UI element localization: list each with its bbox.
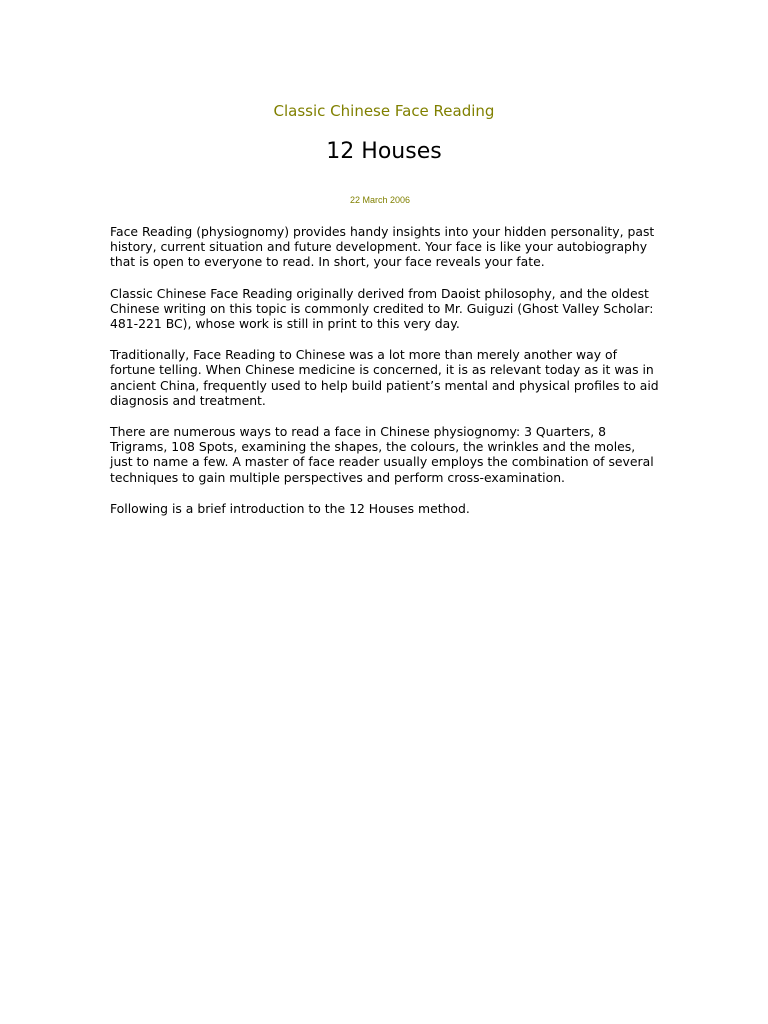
publication-date: 22 March 2006 <box>349 195 411 205</box>
paragraph-methods: There are numerous ways to read a face in Chinese physiognomy: 3 Quarters, 8 Trigrams, 108 Spots, examining the shapes, the colours, the wrinkles and the moles, just to name a few. A master of face reader usually employs the combination of several techniques to gain multiple perspectives and perform cross-examination. <box>110 424 654 485</box>
page-title: 12 Houses <box>326 139 442 164</box>
paragraph-tradition: Traditionally, Face Reading to Chinese was a lot more than merely another way of fortune telling. When Chinese medicine is concerned, it is as relevant today as it was in ancient China, frequently used to help build patient’s mental and physical profiles to aid diagnosis and treatment. <box>110 347 659 408</box>
paragraph-following: Following is a brief introduction to the 12 Houses method. <box>110 500 470 516</box>
paragraph-intro: Face Reading (physiognomy) provides handy insights into your hidden personality, past history, current situation and future development. Your face is like your autobiography that is open to everyone to read. In short, your face reveals your fate. <box>110 224 655 270</box>
paragraph-origin: Classic Chinese Face Reading originally derived from Daoist philosophy, and the oldest Chinese writing on this topic is commonly credited to Mr. Guiguzi (Ghost Valley Scholar: 481-221 BC), whose work is still in print to this very day. <box>110 285 654 332</box>
document-supertitle: Classic Chinese Face Reading <box>273 102 495 120</box>
article-body <box>110 224 660 532</box>
